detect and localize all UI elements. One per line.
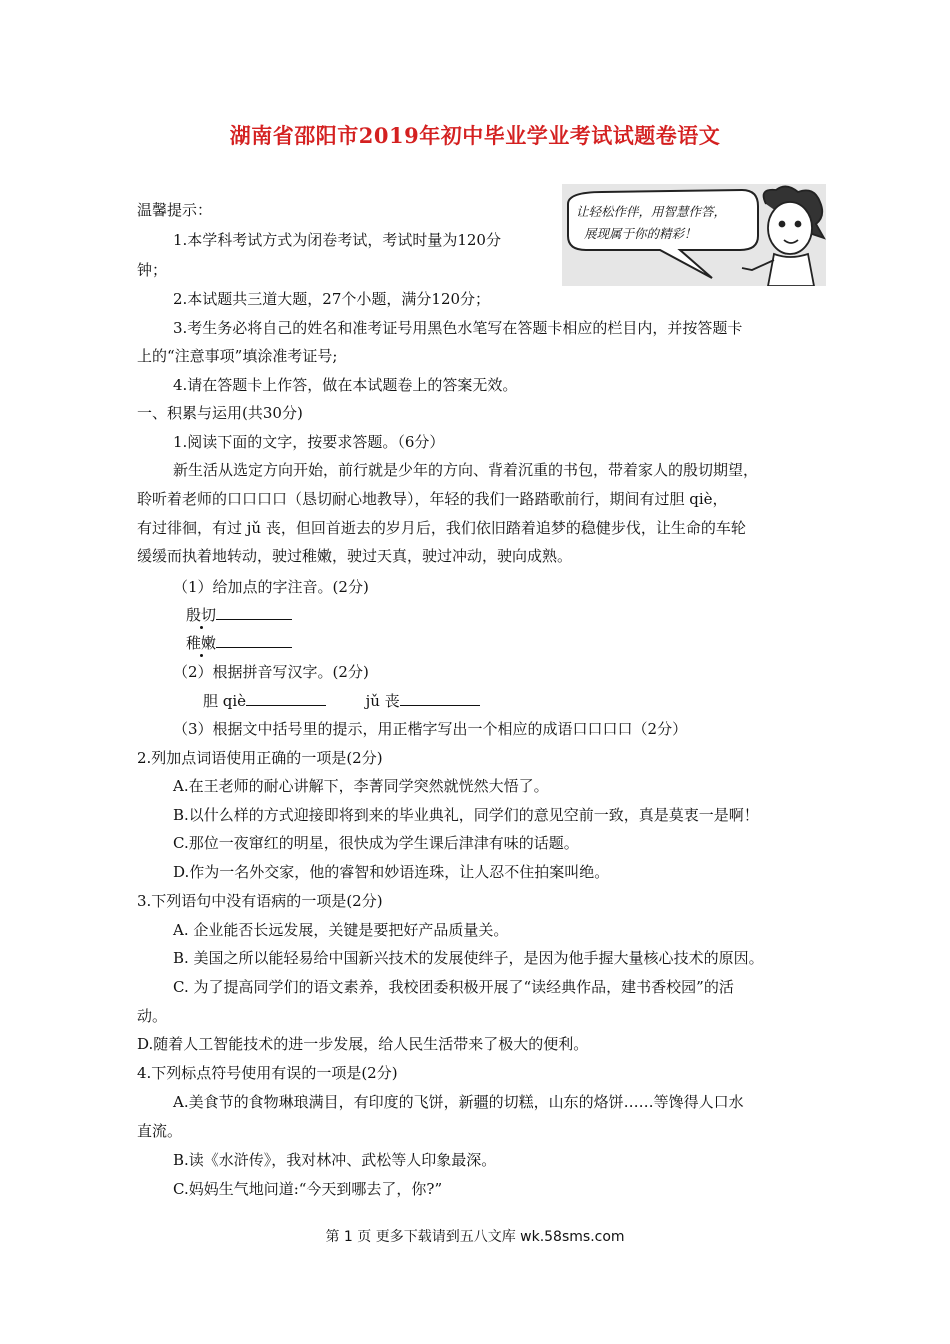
tip-3-cont: 上的“注意事项”填涂准考证号; [137,347,338,365]
tip-1: 1.本学科考试方式为闭卷考试，考试时量为120分 [173,231,501,249]
q4-option-a: A.美食节的食物琳琅满目，有印度的飞饼，新疆的切糕，山东的烙饼……等馋得人口水 [173,1093,744,1111]
cartoon-text-line1: 让轻松作伴，用智慧作答， [576,204,727,219]
tip-1-cont: 钟； [137,261,168,279]
page-footer: 第 1 页 更多下载请到五八文库 wk.58sms.com [325,1229,625,1245]
section-heading: 一、积累与运用(共30分) [137,404,303,422]
pinyin-word: 胆 qiè [203,692,247,710]
pinyin-word: jǔ 丧 [365,692,400,710]
answer-blank[interactable] [216,605,292,620]
q3-option-d: D.随着人工智能技术的进一步发展，给人民生活带来了极大的便利。 [137,1035,589,1053]
q4-option-a-cont: 直流。 [137,1122,183,1140]
q1-passage-line: 新生活从选定方向开始，前行就是少年的方向、背着沉重的书包，带着家人的殷切期望， [173,461,759,479]
q1-passage-line: 有过徘徊，有过 jǔ 丧，但回首逝去的岁月后，我们依旧踏着追梦的稳健步伐，让生命的车轮 [137,519,746,537]
tip-4: 4.请在答题卡上作答，做在本试题卷上的答案无效。 [173,376,518,394]
q1-sub1: （1）给加点的字注音。(2分) [173,578,369,596]
q3-stem: 3.下列语句中没有语病的一项是(2分) [137,892,383,910]
q4-stem: 4.下列标点符号使用有误的一项是(2分) [137,1064,398,1082]
answer-blank[interactable] [216,633,292,648]
q3-option-c-cont: 动。 [137,1007,168,1025]
q3-option-b: B. 美国之所以能轻易给中国新兴技术的发展使绊子，是因为他手握大量核心技术的原因。 [173,949,764,967]
q1-passage-line: 聆听着老师的口口口口（恳切耐心地教导），年轻的我们一路踏歌前行，期间有过胆 qiè， [137,490,728,508]
cartoon-text-line2: 展现属于你的精彩！ [584,226,697,241]
q3-option-a: A. 企业能否长远发展，关键是要把好产品质量关。 [173,921,509,939]
dotted-word: 稚嫩 [186,634,217,652]
dotted-word: 殷切 [186,606,217,624]
cartoon-illustration [562,184,826,286]
q2-option-d: D.作为一名外交家，他的睿智和妙语连珠，让人忍不住拍案叫绝。 [173,863,610,881]
q1-sub2: （2）根据拼音写汉字。(2分) [173,663,369,681]
page-title: 湖南省邵阳市2019年初中毕业学业考试试题卷语文 [229,123,721,148]
q2-option-c: C.那位一夜窜红的明星，很快成为学生课后津津有味的话题。 [173,834,579,852]
answer-blank[interactable] [400,691,480,706]
q2-stem: 2.列加点词语使用正确的一项是(2分) [137,749,383,767]
q4-option-c: C.妈妈生气地问道:“今天到哪去了，你?” [173,1180,443,1198]
q1-pinyin-row [203,691,480,711]
tip-2: 2.本试题共三道大题，27个小题，满分120分； [173,290,491,308]
q1-stem: 1.阅读下面的文字，按要求答题。（6分） [173,433,445,451]
q1-passage-line: 缓缓而执着地转动，驶过稚嫩，驶过天真，驶过冲动，驶向成熟。 [137,547,573,565]
q1-sub3: （3）根据文中括号里的提示，用正楷字写出一个相应的成语口口口口（2分） [173,720,688,738]
tip-3: 3.考生务必将自己的姓名和准考证号用黑色水笔写在答题卡相应的栏目内，并按答题卡 [173,319,743,337]
q3-option-c: C. 为了提高同学们的语文素养，我校团委积极开展了“读经典作品，建书香校园”的活 [173,978,734,996]
q1-word-row [186,605,292,625]
q2-option-b: B.以什么样的方式迎接即将到来的毕业典礼，同学们的意见空前一致，真是莫衷一是啊！ [173,806,759,824]
tips-heading: 温馨提示： [137,201,213,219]
q4-option-b: B.读《水浒传》，我对林冲、武松等人印象最深。 [173,1151,497,1169]
q2-option-a: A.在王老师的耐心讲解下，李菁同学突然就恍然大悟了。 [173,777,549,795]
answer-blank[interactable] [246,691,326,706]
q1-word-row [186,633,292,653]
